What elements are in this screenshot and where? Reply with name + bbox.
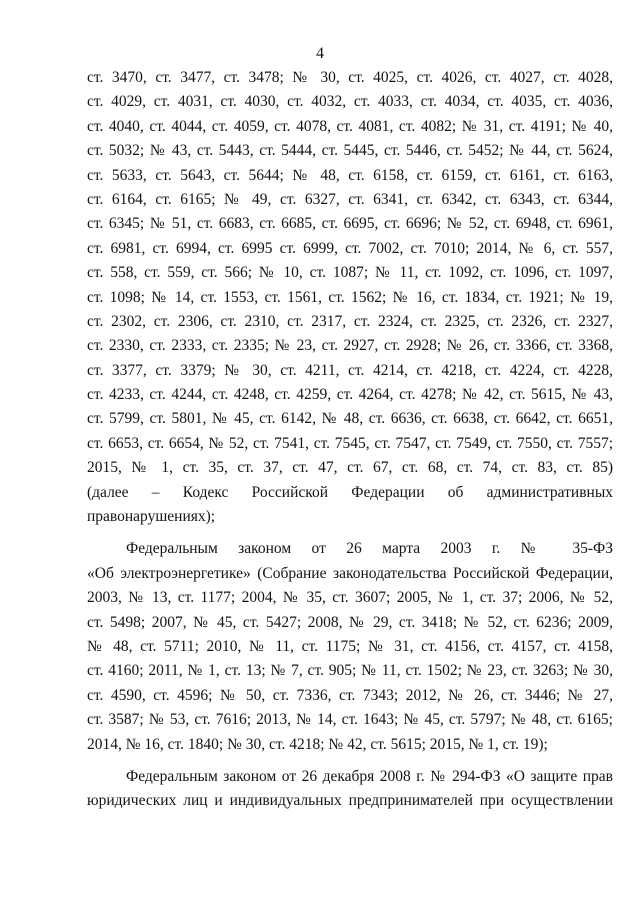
text-line: ст. 1098; № 14, ст. 1553, ст. 1561, ст. 1562; № 16, ст. 1834, ст. 1921; № 19, [87, 288, 613, 306]
text-line: ст. 558, ст. 559, ст. 566; № 10, ст. 1087; № 11, ст. 1092, ст. 1096, ст. 1097, [87, 264, 613, 282]
paragraph-electroenergetics-law [87, 537, 613, 757]
text-line: ст. 4160; 2011, № 1, ст. 13; № 7, ст. 905; № 11, ст. 1502; № 23, ст. 3263; № 30, [87, 662, 613, 680]
text-line: ст. 5799, ст. 5801, № 45, ст. 6142, № 48, ст. 6636, ст. 6638, ст. 6642, ст. 6651, [87, 410, 613, 428]
text-line: юридических лиц и индивидуальных предпринимателей при осуществлении [87, 792, 613, 810]
text-line: «Об электроэнергетике» (Собрание законодательства Российской Федерации, [87, 564, 613, 582]
text-line: (далее – Кодекс Российской Федерации об административных [87, 483, 613, 501]
text-line: ст. 4029, ст. 4031, ст. 4030, ст. 4032, ст. 4033, ст. 4034, ст. 4035, ст. 4036, [87, 93, 613, 111]
text-line: 2003, № 13, ст. 1177; 2004, № 35, ст. 3607; 2005, № 1, ст. 37; 2006, № 52, [87, 589, 613, 607]
text-line: ст. 4590, ст. 4596; № 50, ст. 7336, ст. 7343; 2012, № 26, ст. 3446; № 27, [87, 686, 613, 704]
text-line: ст. 6653, ст. 6654, № 52, ст. 7541, ст. 7545, ст. 7547, ст. 7549, ст. 7550, ст. 7557; [87, 434, 613, 452]
text-line: Федеральным законом от 26 декабря 2008 г. № 294-ФЗ «О защите прав [126, 767, 613, 785]
paragraph-spacer [87, 757, 613, 765]
text-line: ст. 6981, ст. 6994, ст. 6995 ст. 6999, ст. 7002, ст. 7010; 2014, № 6, ст. 557, [87, 239, 613, 257]
text-line: ст. 6164, ст. 6165; № 49, ст. 6327, ст. 6341, ст. 6342, ст. 6343, ст. 6344, [87, 190, 613, 208]
text-line: ст. 3470, ст. 3477, ст. 3478; № 30, ст. 4025, ст. 4026, ст. 4027, ст. 4028, [87, 69, 613, 86]
text-line: ст. 2330, ст. 2333, ст. 2335; № 23, ст. 2927, ст. 2928; № 26, ст. 3366, ст. 3368, [87, 337, 613, 355]
text-line: правонарушениях); [87, 508, 216, 526]
paragraph-spacer [87, 529, 613, 537]
text-line: ст. 5032; № 43, ст. 5443, ст. 5444, ст. 5445, ст. 5446, ст. 5452; № 44, ст. 5624, [87, 142, 613, 160]
text-line: 2014, № 16, ст. 1840; № 30, ст. 4218; № 42, ст. 5615; 2015, № 1, ст. 19); [87, 735, 548, 753]
text-line: ст. 4040, ст. 4044, ст. 4059, ст. 4078, ст. 4081, ст. 4082; № 31, ст. 4191; № 40, [87, 117, 613, 135]
text-line: Федеральным законом от 26 марта 2003 г. № 35-ФЗ [126, 540, 613, 558]
text-line: 2015, № 1, ст. 35, ст. 37, ст. 47, ст. 67, ст. 68, ст. 74, ст. 83, ст. 85) [87, 459, 613, 477]
text-line: ст. 3377, ст. 3379; № 30, ст. 4211, ст. 4214, ст. 4218, ст. 4224, ст. 4228, [87, 361, 613, 379]
text-line: ст. 3587; № 53, ст. 7616; 2013, № 14, ст. 1643; № 45, ст. 5797; № 48, ст. 6165; [87, 711, 613, 729]
text-line: ст. 5633, ст. 5643, ст. 5644; № 48, ст. 6158, ст. 6159, ст. 6161, ст. 6163, [87, 166, 613, 184]
text-line: ст. 4233, ст. 4244, ст. 4248, ст. 4259, ст. 4264, ст. 4278; № 42, ст. 5615, № 43, [87, 386, 613, 404]
paragraph-code-citations [87, 66, 613, 529]
paragraph-rights-protection-law [87, 765, 613, 814]
text-line: ст. 5498; 2007, № 45, ст. 5427; 2008, № 29, ст. 3418; № 52, ст. 6236; 2009, [87, 613, 613, 631]
text-line: № 48, ст. 5711; 2010, № 11, ст. 1175; № 31, ст. 4156, ст. 4157, ст. 4158, [87, 637, 613, 655]
text-line: ст. 2302, ст. 2306, ст. 2310, ст. 2317, ст. 2324, ст. 2325, ст. 2326, ст. 2327, [87, 312, 613, 330]
text-line: ст. 6345; № 51, ст. 6683, ст. 6685, ст. 6695, ст. 6696; № 52, ст. 6948, ст. 6961, [87, 215, 613, 233]
page-number: 4 [316, 45, 324, 62]
document-body [87, 66, 613, 814]
